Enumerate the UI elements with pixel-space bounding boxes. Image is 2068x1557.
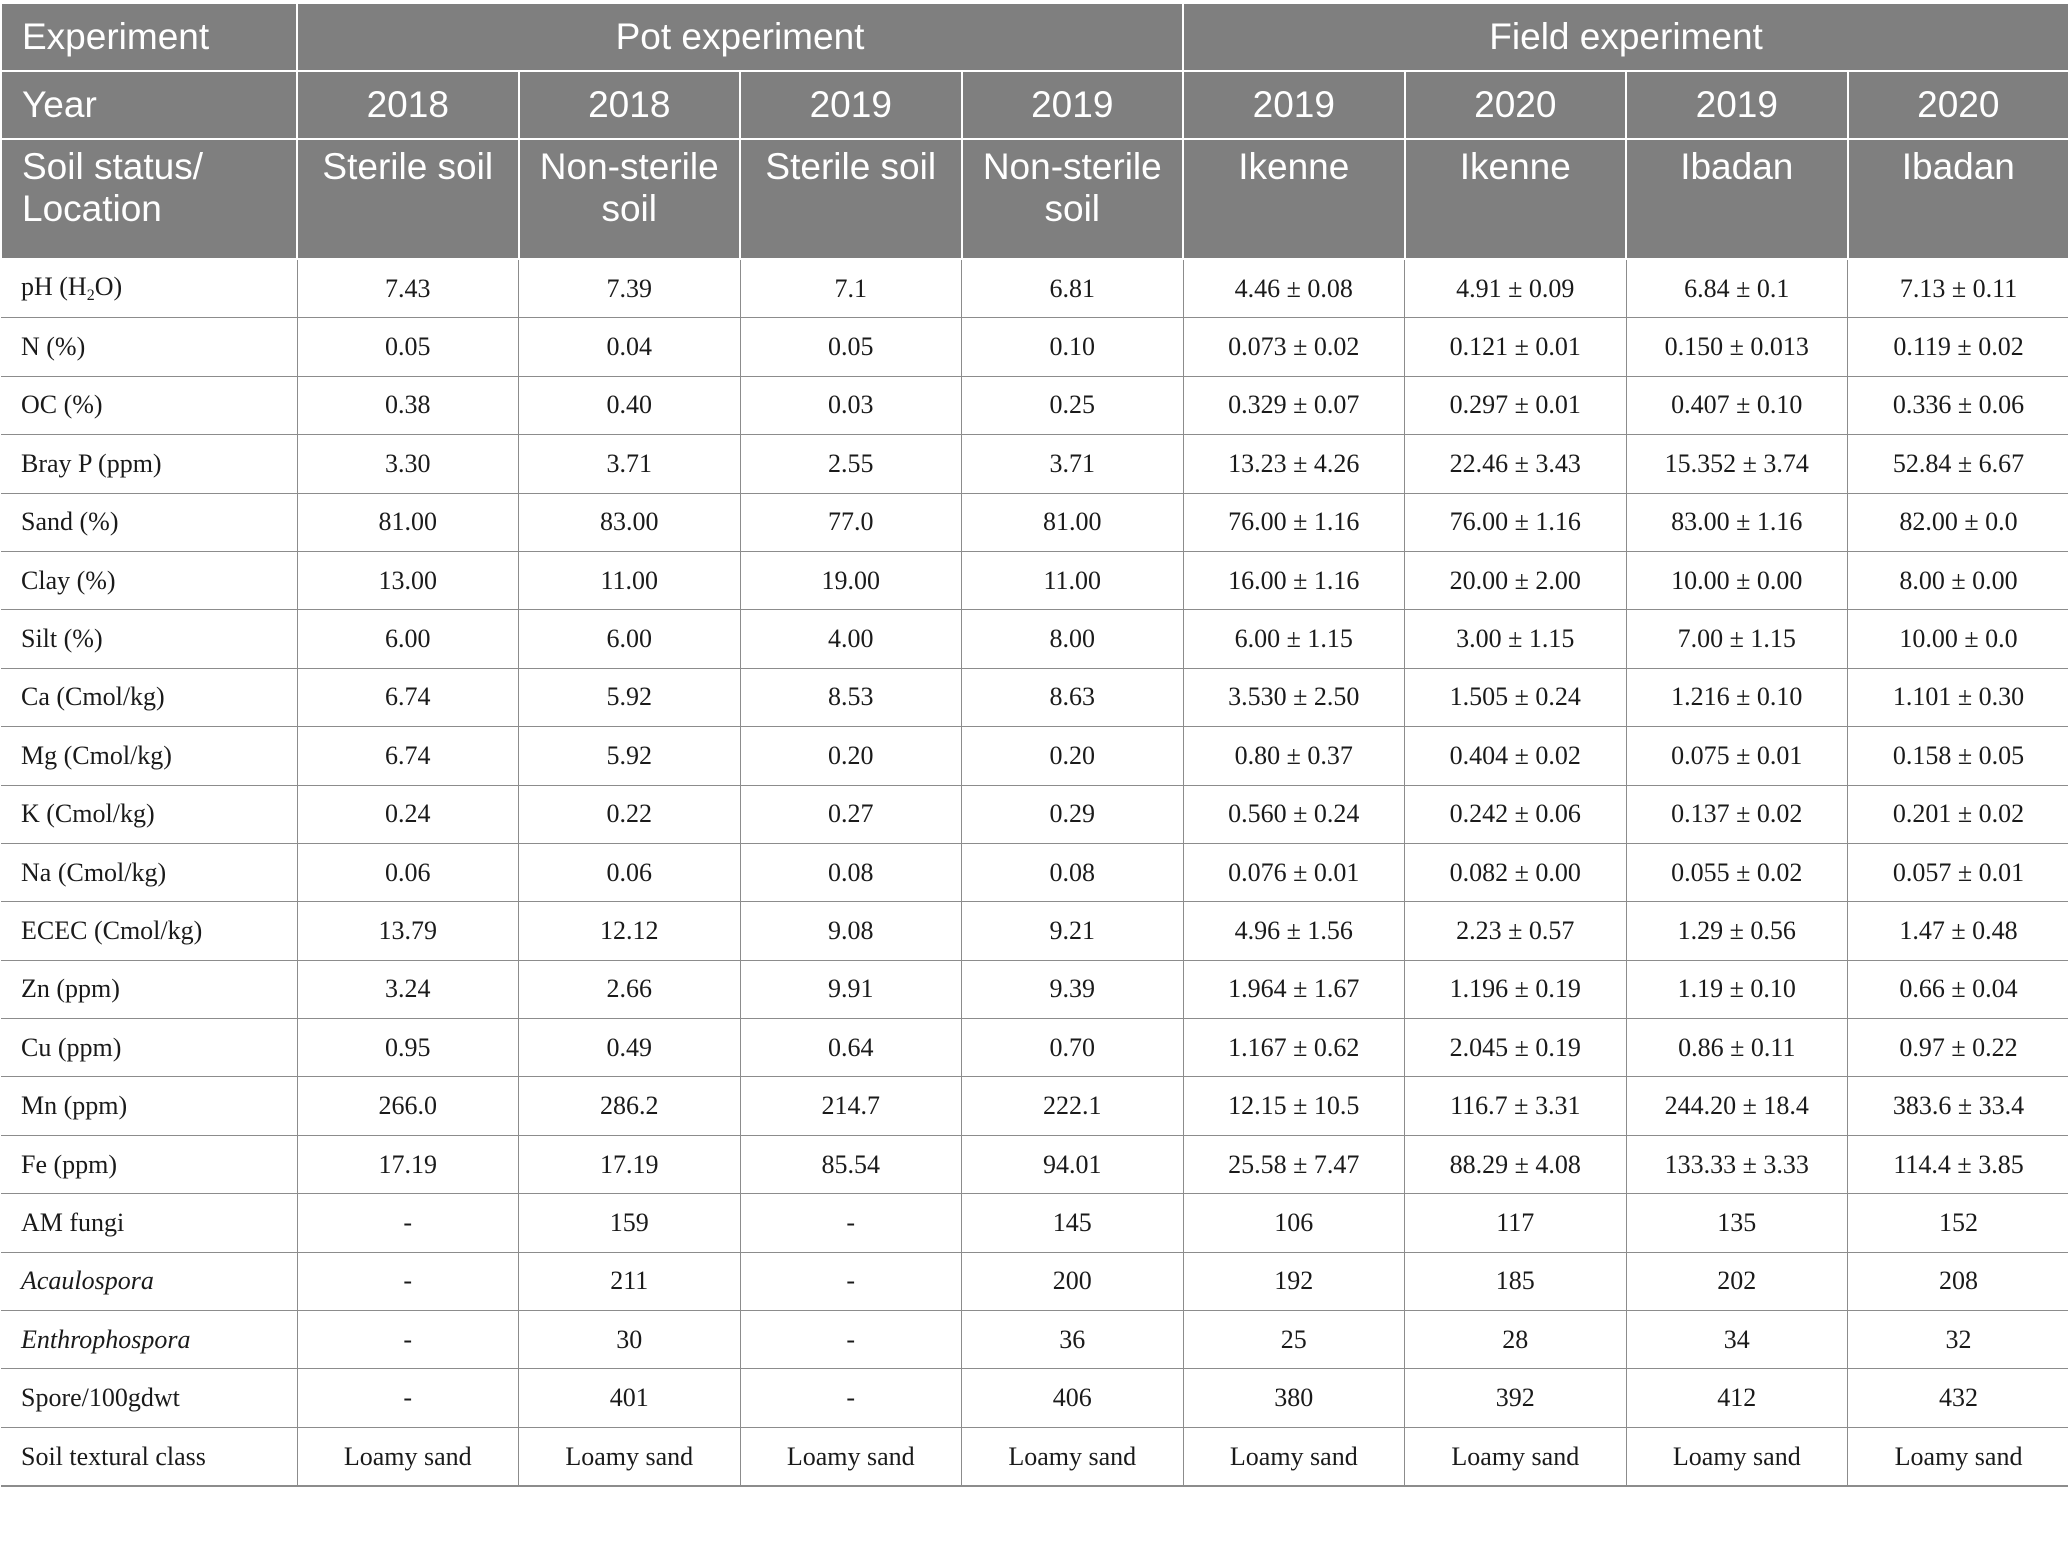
table-row bbox=[1, 551, 2068, 609]
value-cell: 0.40 bbox=[519, 376, 741, 434]
value-cell: 116.7 ± 3.31 bbox=[1405, 1077, 1627, 1135]
value-cell: 0.073 ± 0.02 bbox=[1183, 318, 1405, 376]
value-cell: Loamy sand bbox=[1183, 1427, 1405, 1486]
value-cell: 7.39 bbox=[519, 259, 741, 318]
value-cell: 3.00 ± 1.15 bbox=[1405, 610, 1627, 668]
value-cell: 106 bbox=[1183, 1194, 1405, 1252]
value-cell: 0.27 bbox=[740, 785, 962, 843]
value-cell: Loamy sand bbox=[962, 1427, 1184, 1486]
value-cell: 0.201 ± 0.02 bbox=[1848, 785, 2068, 843]
value-cell: 8.00 bbox=[962, 610, 1184, 668]
value-cell: 1.505 ± 0.24 bbox=[1405, 668, 1627, 726]
value-cell: 9.39 bbox=[962, 960, 1184, 1018]
value-cell: Loamy sand bbox=[1405, 1427, 1627, 1486]
table-row bbox=[1, 1252, 2068, 1310]
value-cell: 3.530 ± 2.50 bbox=[1183, 668, 1405, 726]
value-cell: 6.00 bbox=[519, 610, 741, 668]
value-cell: 17.19 bbox=[519, 1135, 741, 1193]
row-label: Fe (ppm) bbox=[1, 1135, 297, 1193]
table-body bbox=[1, 259, 2068, 1486]
row-label: Acaulospora bbox=[1, 1252, 297, 1310]
value-cell: 88.29 ± 4.08 bbox=[1405, 1135, 1627, 1193]
status-cell: Ikenne bbox=[1183, 139, 1405, 259]
value-cell: 0.49 bbox=[519, 1019, 741, 1077]
row-label: Cu (ppm) bbox=[1, 1019, 297, 1077]
table-row bbox=[1, 318, 2068, 376]
value-cell: 52.84 ± 6.67 bbox=[1848, 435, 2068, 493]
table-row bbox=[1, 727, 2068, 785]
value-cell: 0.560 ± 0.24 bbox=[1183, 785, 1405, 843]
value-cell: 0.150 ± 0.013 bbox=[1626, 318, 1848, 376]
value-cell: 0.075 ± 0.01 bbox=[1626, 727, 1848, 785]
status-label: Soil status/ Location bbox=[1, 139, 297, 259]
value-cell: 4.96 ± 1.56 bbox=[1183, 902, 1405, 960]
value-cell: 412 bbox=[1626, 1369, 1848, 1427]
value-cell: 2.23 ± 0.57 bbox=[1405, 902, 1627, 960]
value-cell: - bbox=[297, 1311, 519, 1369]
value-cell: 20.00 ± 2.00 bbox=[1405, 551, 1627, 609]
value-cell: - bbox=[740, 1311, 962, 1369]
value-cell: 77.0 bbox=[740, 493, 962, 551]
table-row bbox=[1, 785, 2068, 843]
value-cell: 0.336 ± 0.06 bbox=[1848, 376, 2068, 434]
table-header bbox=[1, 3, 2068, 259]
value-cell: 1.964 ± 1.67 bbox=[1183, 960, 1405, 1018]
value-cell: 94.01 bbox=[962, 1135, 1184, 1193]
value-cell: 1.47 ± 0.48 bbox=[1848, 902, 2068, 960]
value-cell: 36 bbox=[962, 1311, 1184, 1369]
value-cell: 83.00 ± 1.16 bbox=[1626, 493, 1848, 551]
value-cell: 145 bbox=[962, 1194, 1184, 1252]
value-cell: 192 bbox=[1183, 1252, 1405, 1310]
value-cell: 208 bbox=[1848, 1252, 2068, 1310]
value-cell: Loamy sand bbox=[519, 1427, 741, 1486]
value-cell: 0.076 ± 0.01 bbox=[1183, 843, 1405, 901]
value-cell: 0.20 bbox=[962, 727, 1184, 785]
value-cell: 8.00 ± 0.00 bbox=[1848, 551, 2068, 609]
row-label: Bray P (ppm) bbox=[1, 435, 297, 493]
value-cell: 6.00 ± 1.15 bbox=[1183, 610, 1405, 668]
value-cell: 200 bbox=[962, 1252, 1184, 1310]
value-cell: 0.20 bbox=[740, 727, 962, 785]
value-cell: 0.119 ± 0.02 bbox=[1848, 318, 2068, 376]
table-row bbox=[1, 376, 2068, 434]
row-label: Ca (Cmol/kg) bbox=[1, 668, 297, 726]
value-cell: 0.06 bbox=[519, 843, 741, 901]
table-row bbox=[1, 435, 2068, 493]
value-cell: 0.121 ± 0.01 bbox=[1405, 318, 1627, 376]
value-cell: 6.84 ± 0.1 bbox=[1626, 259, 1848, 318]
value-cell: 432 bbox=[1848, 1369, 2068, 1427]
row-label: ECEC (Cmol/kg) bbox=[1, 902, 297, 960]
value-cell: - bbox=[740, 1194, 962, 1252]
value-cell: 0.24 bbox=[297, 785, 519, 843]
value-cell: 76.00 ± 1.16 bbox=[1405, 493, 1627, 551]
table-row bbox=[1, 1135, 2068, 1193]
row-label: Enthrophospora bbox=[1, 1311, 297, 1369]
value-cell: Loamy sand bbox=[1626, 1427, 1848, 1486]
table-row bbox=[1, 259, 2068, 318]
value-cell: 19.00 bbox=[740, 551, 962, 609]
soil-properties-table bbox=[0, 2, 2068, 1487]
value-cell: 6.00 bbox=[297, 610, 519, 668]
value-cell: 85.54 bbox=[740, 1135, 962, 1193]
value-cell: 114.4 ± 3.85 bbox=[1848, 1135, 2068, 1193]
value-cell: 133.33 ± 3.33 bbox=[1626, 1135, 1848, 1193]
value-cell: 0.137 ± 0.02 bbox=[1626, 785, 1848, 843]
value-cell: 266.0 bbox=[297, 1077, 519, 1135]
value-cell: 0.329 ± 0.07 bbox=[1183, 376, 1405, 434]
value-cell: 0.242 ± 0.06 bbox=[1405, 785, 1627, 843]
year-cell: 2020 bbox=[1405, 71, 1627, 139]
value-cell: 0.407 ± 0.10 bbox=[1626, 376, 1848, 434]
value-cell: Loamy sand bbox=[740, 1427, 962, 1486]
status-cell: Non-sterile soil bbox=[519, 139, 741, 259]
value-cell: 9.91 bbox=[740, 960, 962, 1018]
value-cell: 0.297 ± 0.01 bbox=[1405, 376, 1627, 434]
value-cell: 3.24 bbox=[297, 960, 519, 1018]
value-cell: 152 bbox=[1848, 1194, 2068, 1252]
value-cell: 15.352 ± 3.74 bbox=[1626, 435, 1848, 493]
field-experiment-heading: Field experiment bbox=[1183, 3, 2068, 71]
value-cell: 222.1 bbox=[962, 1077, 1184, 1135]
table-row bbox=[1, 960, 2068, 1018]
value-cell: - bbox=[740, 1369, 962, 1427]
value-cell: - bbox=[297, 1194, 519, 1252]
value-cell: 13.00 bbox=[297, 551, 519, 609]
row-label: Mg (Cmol/kg) bbox=[1, 727, 297, 785]
year-cell: 2019 bbox=[740, 71, 962, 139]
value-cell: 0.06 bbox=[297, 843, 519, 901]
table-row bbox=[1, 902, 2068, 960]
value-cell: 6.74 bbox=[297, 668, 519, 726]
value-cell: 0.082 ± 0.00 bbox=[1405, 843, 1627, 901]
value-cell: 5.92 bbox=[519, 668, 741, 726]
value-cell: 117 bbox=[1405, 1194, 1627, 1252]
value-cell: 8.63 bbox=[962, 668, 1184, 726]
value-cell: 25 bbox=[1183, 1311, 1405, 1369]
ph-label-prefix: pH (H bbox=[21, 272, 87, 302]
value-cell: 0.64 bbox=[740, 1019, 962, 1077]
value-cell: 0.404 ± 0.02 bbox=[1405, 727, 1627, 785]
header-row-year bbox=[1, 71, 2068, 139]
year-cell: 2018 bbox=[297, 71, 519, 139]
value-cell: 401 bbox=[519, 1369, 741, 1427]
value-cell: 1.216 ± 0.10 bbox=[1626, 668, 1848, 726]
status-cell: Ibadan bbox=[1848, 139, 2068, 259]
table-row bbox=[1, 668, 2068, 726]
status-cell: Sterile soil bbox=[740, 139, 962, 259]
row-label: Soil textural class bbox=[1, 1427, 297, 1486]
value-cell: 0.057 ± 0.01 bbox=[1848, 843, 2068, 901]
row-label: AM fungi bbox=[1, 1194, 297, 1252]
row-label: Mn (ppm) bbox=[1, 1077, 297, 1135]
value-cell: 244.20 ± 18.4 bbox=[1626, 1077, 1848, 1135]
row-label: Spore/100gdwt bbox=[1, 1369, 297, 1427]
value-cell: 0.08 bbox=[740, 843, 962, 901]
value-cell: 0.66 ± 0.04 bbox=[1848, 960, 2068, 1018]
value-cell: 81.00 bbox=[962, 493, 1184, 551]
status-cell: Ikenne bbox=[1405, 139, 1627, 259]
value-cell: 214.7 bbox=[740, 1077, 962, 1135]
value-cell: 3.71 bbox=[519, 435, 741, 493]
value-cell: 13.23 ± 4.26 bbox=[1183, 435, 1405, 493]
value-cell: 12.15 ± 10.5 bbox=[1183, 1077, 1405, 1135]
value-cell: 286.2 bbox=[519, 1077, 741, 1135]
value-cell: 0.70 bbox=[962, 1019, 1184, 1077]
value-cell: 1.29 ± 0.56 bbox=[1626, 902, 1848, 960]
value-cell: 4.91 ± 0.09 bbox=[1405, 259, 1627, 318]
value-cell: 7.43 bbox=[297, 259, 519, 318]
row-label: K (Cmol/kg) bbox=[1, 785, 297, 843]
value-cell: 0.95 bbox=[297, 1019, 519, 1077]
value-cell: 0.055 ± 0.02 bbox=[1626, 843, 1848, 901]
value-cell: 0.158 ± 0.05 bbox=[1848, 727, 2068, 785]
row-label bbox=[1, 259, 297, 318]
value-cell: 22.46 ± 3.43 bbox=[1405, 435, 1627, 493]
ph-label-subscript: 2 bbox=[86, 287, 95, 305]
value-cell: 0.05 bbox=[740, 318, 962, 376]
row-label: Na (Cmol/kg) bbox=[1, 843, 297, 901]
value-cell: 16.00 ± 1.16 bbox=[1183, 551, 1405, 609]
ph-label-suffix: O) bbox=[94, 272, 123, 302]
value-cell: 392 bbox=[1405, 1369, 1627, 1427]
value-cell: 383.6 ± 33.4 bbox=[1848, 1077, 2068, 1135]
value-cell: 10.00 ± 0.00 bbox=[1626, 551, 1848, 609]
value-cell: 82.00 ± 0.0 bbox=[1848, 493, 2068, 551]
value-cell: Loamy sand bbox=[1848, 1427, 2068, 1486]
value-cell: - bbox=[740, 1252, 962, 1310]
row-label: OC (%) bbox=[1, 376, 297, 434]
table-row bbox=[1, 1019, 2068, 1077]
value-cell: 28 bbox=[1405, 1311, 1627, 1369]
value-cell: - bbox=[297, 1252, 519, 1310]
table-row bbox=[1, 493, 2068, 551]
row-label: Silt (%) bbox=[1, 610, 297, 668]
value-cell: 11.00 bbox=[962, 551, 1184, 609]
row-label: Clay (%) bbox=[1, 551, 297, 609]
value-cell: 9.08 bbox=[740, 902, 962, 960]
value-cell: 81.00 bbox=[297, 493, 519, 551]
value-cell: 0.05 bbox=[297, 318, 519, 376]
value-cell: 32 bbox=[1848, 1311, 2068, 1369]
header-row-experiment bbox=[1, 3, 2068, 71]
table-row bbox=[1, 1311, 2068, 1369]
value-cell: 406 bbox=[962, 1369, 1184, 1427]
year-label: Year bbox=[1, 71, 297, 139]
value-cell: 2.55 bbox=[740, 435, 962, 493]
value-cell: 1.19 ± 0.10 bbox=[1626, 960, 1848, 1018]
value-cell: 0.38 bbox=[297, 376, 519, 434]
year-cell: 2019 bbox=[962, 71, 1184, 139]
value-cell: 211 bbox=[519, 1252, 741, 1310]
value-cell: 380 bbox=[1183, 1369, 1405, 1427]
value-cell: 8.53 bbox=[740, 668, 962, 726]
value-cell: 4.00 bbox=[740, 610, 962, 668]
value-cell: 17.19 bbox=[297, 1135, 519, 1193]
value-cell: 11.00 bbox=[519, 551, 741, 609]
year-cell: 2019 bbox=[1626, 71, 1848, 139]
table-row bbox=[1, 1194, 2068, 1252]
value-cell: Loamy sand bbox=[297, 1427, 519, 1486]
value-cell: 0.10 bbox=[962, 318, 1184, 376]
row-label: Zn (ppm) bbox=[1, 960, 297, 1018]
value-cell: 185 bbox=[1405, 1252, 1627, 1310]
year-cell: 2019 bbox=[1183, 71, 1405, 139]
value-cell: 202 bbox=[1626, 1252, 1848, 1310]
value-cell: 9.21 bbox=[962, 902, 1184, 960]
experiment-label: Experiment bbox=[1, 3, 297, 71]
value-cell: 30 bbox=[519, 1311, 741, 1369]
status-cell: Ibadan bbox=[1626, 139, 1848, 259]
status-cell: Sterile soil bbox=[297, 139, 519, 259]
row-label: N (%) bbox=[1, 318, 297, 376]
value-cell: 0.03 bbox=[740, 376, 962, 434]
pot-experiment-heading: Pot experiment bbox=[297, 3, 1183, 71]
year-cell: 2018 bbox=[519, 71, 741, 139]
value-cell: 25.58 ± 7.47 bbox=[1183, 1135, 1405, 1193]
year-cell: 2020 bbox=[1848, 71, 2068, 139]
value-cell: 0.97 ± 0.22 bbox=[1848, 1019, 2068, 1077]
value-cell: 5.92 bbox=[519, 727, 741, 785]
value-cell: 10.00 ± 0.0 bbox=[1848, 610, 2068, 668]
value-cell: 0.86 ± 0.11 bbox=[1626, 1019, 1848, 1077]
value-cell: 0.08 bbox=[962, 843, 1184, 901]
value-cell: 0.22 bbox=[519, 785, 741, 843]
value-cell: 1.196 ± 0.19 bbox=[1405, 960, 1627, 1018]
table-row bbox=[1, 1369, 2068, 1427]
value-cell: 7.00 ± 1.15 bbox=[1626, 610, 1848, 668]
table-row bbox=[1, 843, 2068, 901]
value-cell: 13.79 bbox=[297, 902, 519, 960]
value-cell: 0.04 bbox=[519, 318, 741, 376]
value-cell: 0.29 bbox=[962, 785, 1184, 843]
value-cell: 0.25 bbox=[962, 376, 1184, 434]
value-cell: 1.101 ± 0.30 bbox=[1848, 668, 2068, 726]
value-cell: 83.00 bbox=[519, 493, 741, 551]
value-cell: 34 bbox=[1626, 1311, 1848, 1369]
status-cell: Non-sterile soil bbox=[962, 139, 1184, 259]
value-cell: 3.71 bbox=[962, 435, 1184, 493]
value-cell: 6.81 bbox=[962, 259, 1184, 318]
value-cell: 12.12 bbox=[519, 902, 741, 960]
value-cell: 159 bbox=[519, 1194, 741, 1252]
value-cell: 3.30 bbox=[297, 435, 519, 493]
value-cell: 2.66 bbox=[519, 960, 741, 1018]
value-cell: 1.167 ± 0.62 bbox=[1183, 1019, 1405, 1077]
row-label: Sand (%) bbox=[1, 493, 297, 551]
table-row bbox=[1, 610, 2068, 668]
value-cell: 2.045 ± 0.19 bbox=[1405, 1019, 1627, 1077]
table-row bbox=[1, 1077, 2068, 1135]
value-cell: 6.74 bbox=[297, 727, 519, 785]
header-row-status bbox=[1, 139, 2068, 259]
value-cell: 76.00 ± 1.16 bbox=[1183, 493, 1405, 551]
value-cell: 7.13 ± 0.11 bbox=[1848, 259, 2068, 318]
value-cell: 135 bbox=[1626, 1194, 1848, 1252]
value-cell: 0.80 ± 0.37 bbox=[1183, 727, 1405, 785]
value-cell: 7.1 bbox=[740, 259, 962, 318]
value-cell: - bbox=[297, 1369, 519, 1427]
table-row bbox=[1, 1427, 2068, 1486]
value-cell: 4.46 ± 0.08 bbox=[1183, 259, 1405, 318]
